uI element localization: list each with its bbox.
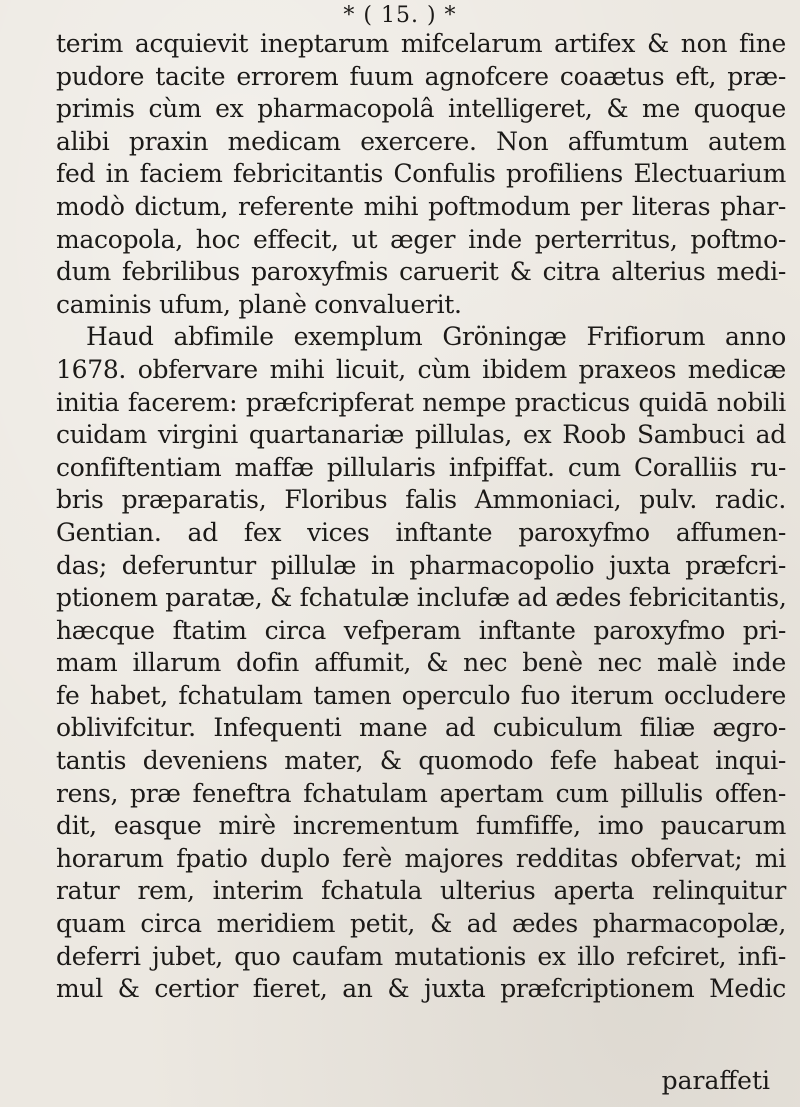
text-line: 1678. obfervare mihi licuit, cùm ibidem praxeos medicæ <box>56 354 786 384</box>
text-line: ptionem paratæ, & fchatulæ inclufæ ad ædes febricitantis, <box>56 583 787 613</box>
catchword: paraffeti <box>661 1066 770 1095</box>
text-line: dit, easque mirè incrementum fumfiffe, imo paucarum <box>56 811 786 841</box>
text-line: das; deferuntur pillulæ in pharmacopolio juxta præfcri- <box>56 550 786 580</box>
text-line: mam illarum dofin affumit, & nec benè nec malè inde <box>56 648 786 678</box>
text-line: Gentian. ad fex vices inftante paroxyfmo affumen- <box>56 517 786 547</box>
text-line: confiftentiam maffæ pillularis infpiffat. cum Coralliis ru- <box>56 452 786 482</box>
text-line: macopola, hoc effecit, ut æger inde perterritus, poftmo- <box>56 224 786 254</box>
text-line: modò dictum, referente mihi poftmodum per literas phar- <box>56 191 786 221</box>
text-line: ratur rem, interim fchatula ulterius aperta relinquitur <box>56 876 786 906</box>
text-line: pudore tacite errorem fuum agnofcere coaætus eft, præ- <box>56 61 786 91</box>
paragraph-start-line: Haud abfimile exemplum Gröningæ Frifiorum anno <box>86 322 786 352</box>
text-line: quam circa meridiem petit, & ad ædes pharmacopolæ, <box>56 909 786 939</box>
text-line: caminis ufum, planè convaluerit. <box>56 289 462 319</box>
text-line: oblivifcitur. Infequenti mane ad cubiculum filiæ ægro- <box>56 713 786 743</box>
text-line: terim acquievit ineptarum mifcelarum artifex & non fine <box>56 29 786 58</box>
text-line: alibi praxin medicam exercere. Non affumtum autem <box>56 126 786 156</box>
text-line: horarum fpatio duplo ferè majores redditas obfervat; mi <box>56 843 786 873</box>
text-line: dum febrilibus paroxyfmis caruerit & citra alterius medi- <box>56 257 786 287</box>
page-number: * ( 15. ) * <box>343 3 457 28</box>
text-line: fe habet, fchatulam tamen operculo fuo iterum occludere <box>56 680 786 710</box>
text-line: deferri jubet, quo caufam mutationis ex illo refciret, infi- <box>56 941 786 971</box>
text-line: rens, præ feneftra fchatulam apertam cum pillulis offen- <box>56 778 786 808</box>
body-text <box>56 28 786 1006</box>
text-line: cuidam virgini quartanariæ pillulas, ex Roob Sambuci ad <box>56 420 786 450</box>
text-line: mul & certior fieret, an & juxta præfcriptionem Medic <box>56 974 786 1004</box>
text-line: initia facerem: præfcripferat nempe practicus quidā nobili <box>56 387 786 417</box>
text-line: primis cùm ex pharmacopolâ intelligeret, & me quoque <box>56 94 786 124</box>
text-line: fed in faciem febricitantis Confulis profiliens Electuarium <box>56 159 786 189</box>
text-line: hæcque ftatim circa vefperam inftante paroxyfmo pri- <box>56 615 786 645</box>
text-line: tantis deveniens mater, & quomodo fefe habeat inqui- <box>56 746 786 776</box>
text-line: bris præparatis, Floribus falis Ammoniaci, pulv. radic. <box>56 485 786 515</box>
